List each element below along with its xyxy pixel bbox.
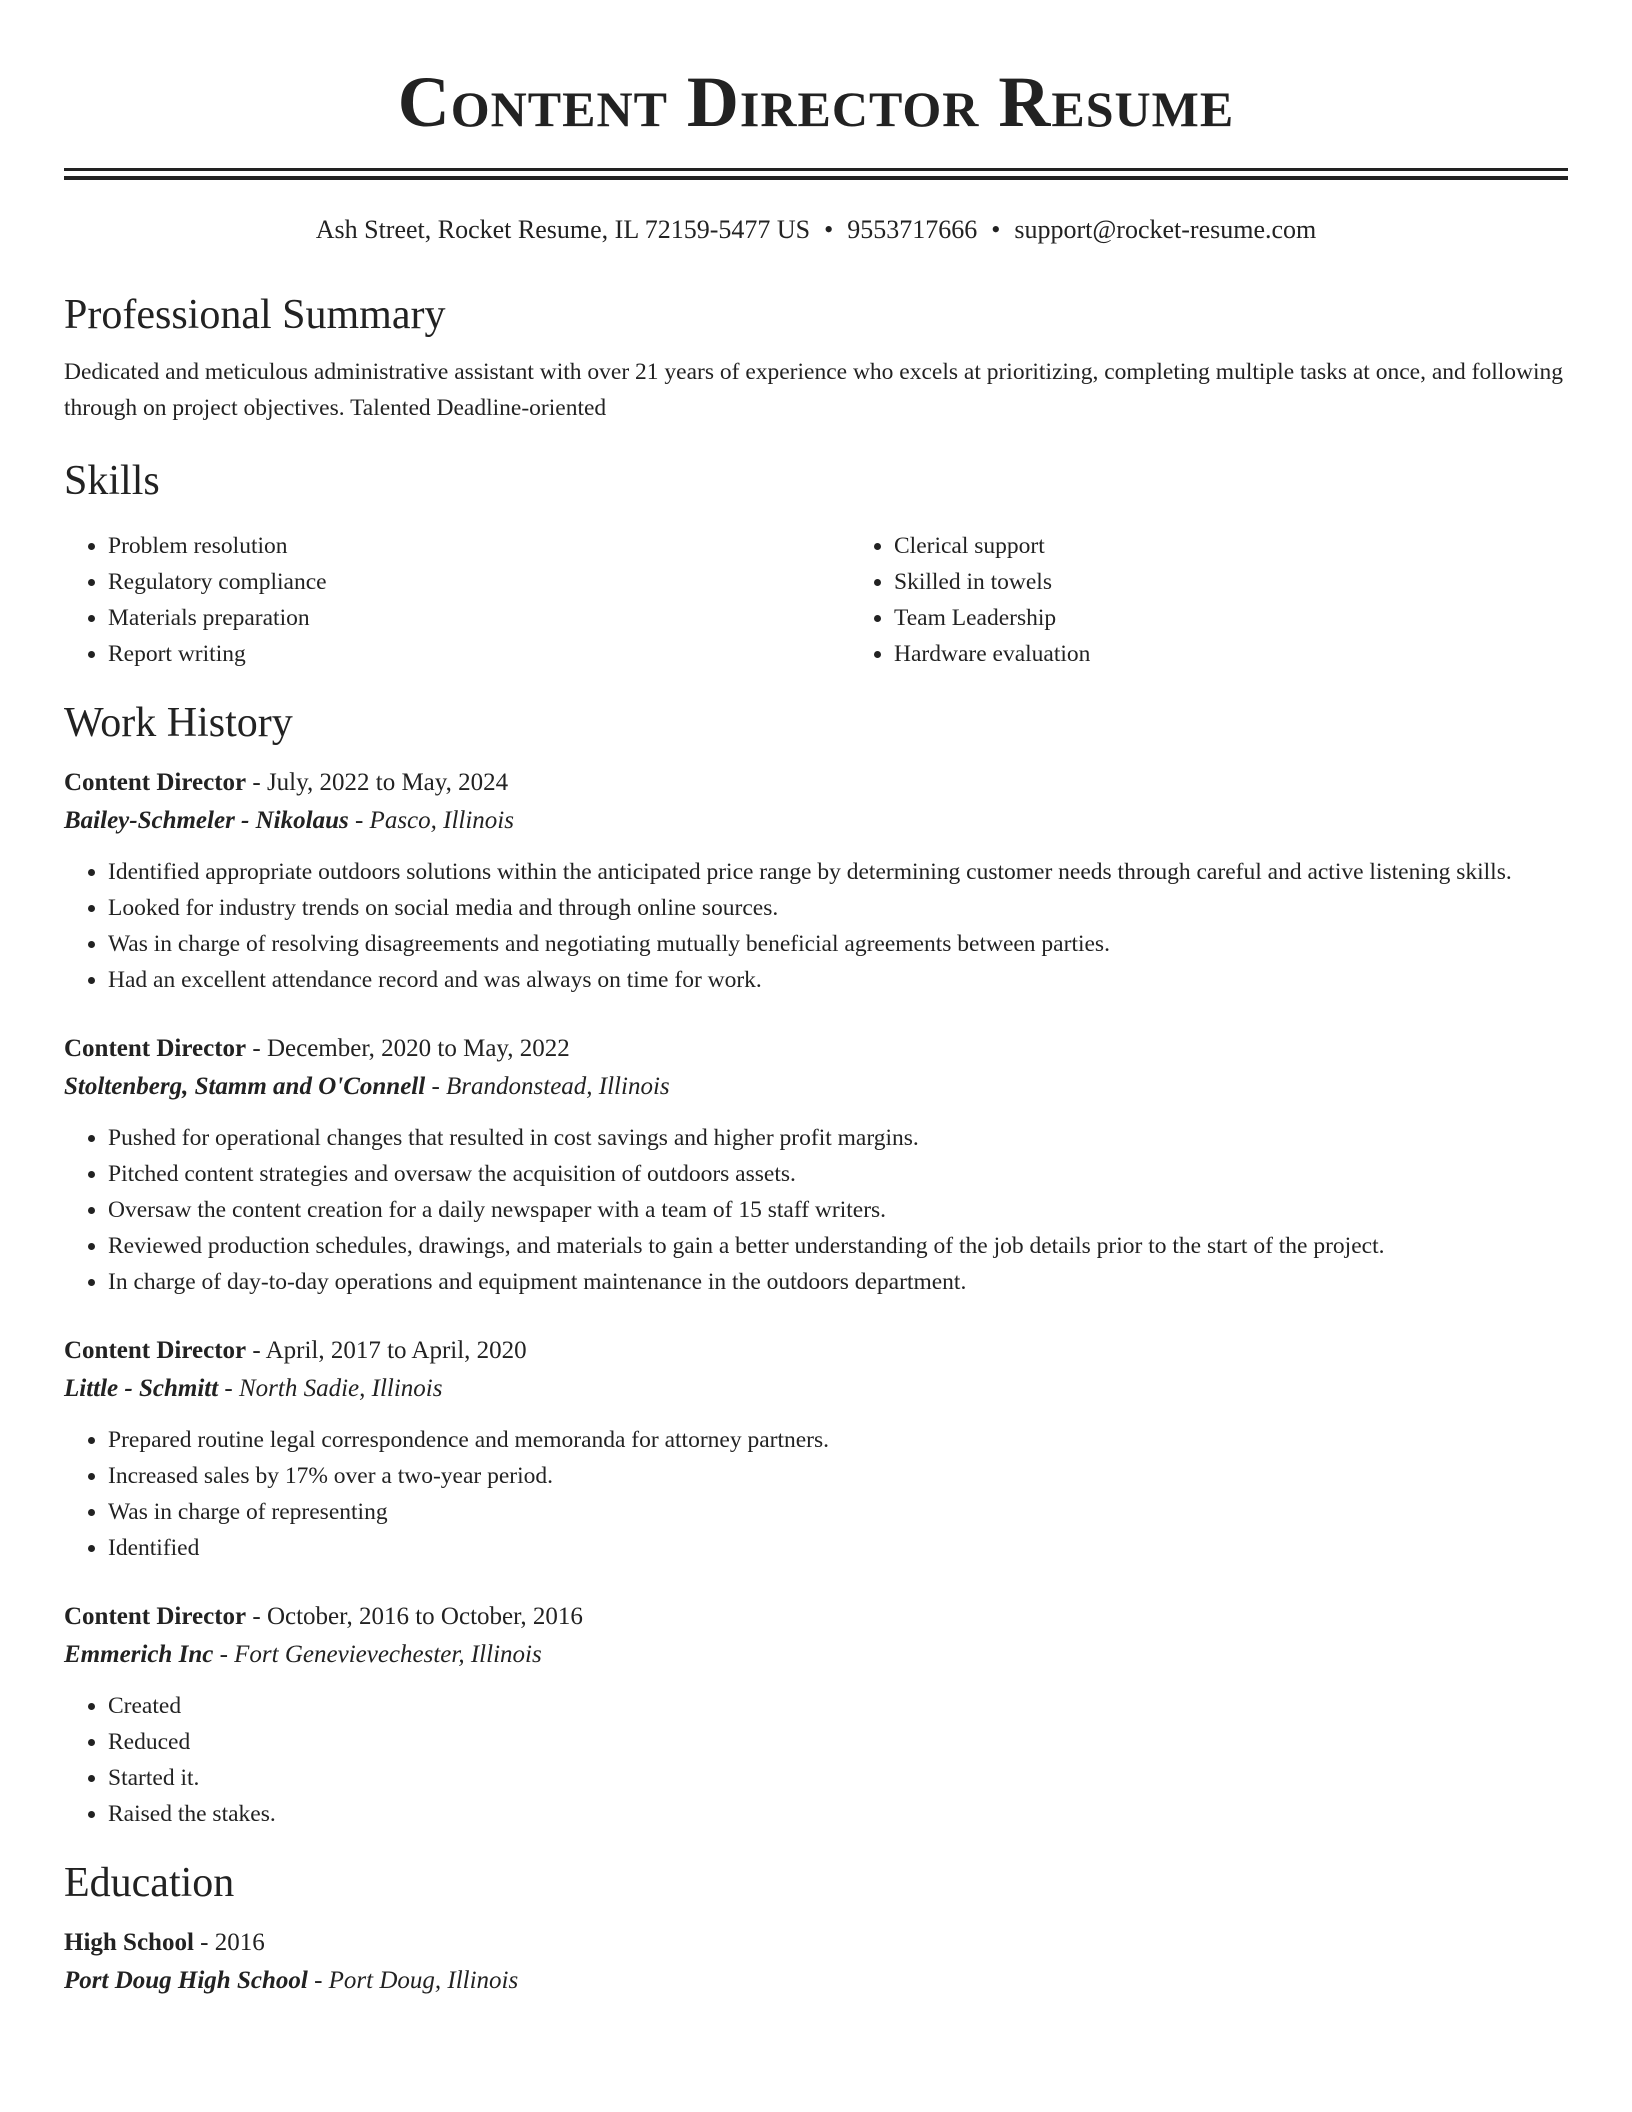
professional-summary-section [64, 290, 1568, 426]
job-title-line [64, 1598, 1568, 1636]
job-role: Content Director [64, 1337, 247, 1364]
skill-item: • Regulatory compliance [108, 564, 850, 600]
job-dates: - April, 2017 to April, 2020 [246, 1337, 527, 1364]
job-title-line [64, 1332, 1568, 1370]
job-dates: - October, 2016 to October, 2016 [246, 1603, 583, 1630]
skill-item: • Skilled in towels [894, 564, 1632, 600]
job-entry [64, 764, 1568, 998]
job-bullet: • Reviewed production schedules, drawings, and materials to gain a better understanding of the job details prior to the start of the project. [108, 1228, 1568, 1264]
job-company: Emmerich Inc [64, 1641, 214, 1668]
contact-email: support@rocket-resume.com [1014, 215, 1317, 244]
job-bullet: • Raised the stakes. [108, 1796, 1568, 1832]
education-year: - 2016 [193, 1929, 265, 1956]
job-bullet: • Oversaw the content creation for a daily newspaper with a team of 15 staff writers. [108, 1192, 1568, 1228]
job-dates: - December, 2020 to May, 2022 [246, 1035, 570, 1062]
job-bullet: • In charge of day-to-day operations and equipment maintenance in the outdoors department. [108, 1264, 1568, 1300]
job-company-line [64, 1636, 1568, 1674]
job-location: - Brandonstead, Illinois [425, 1073, 670, 1100]
skill-item: • Materials preparation [108, 600, 850, 636]
skill-item: • Hardware evaluation [894, 636, 1632, 672]
work-history-heading: Work History [64, 700, 293, 746]
education-degree-line [64, 1924, 1568, 1962]
education-location: - Port Doug, Illinois [307, 1967, 519, 1994]
education-section [64, 1858, 1568, 2000]
job-location: - North Sadie, Illinois [218, 1375, 443, 1402]
job-entry [64, 1598, 1568, 1832]
job-bullet: • Identified appropriate outdoors solutions within the anticipated price range by determining customer needs through careful and active listening skills. [108, 854, 1568, 890]
summary-heading: Professional Summary [64, 292, 446, 338]
job-bullet: • Started it. [108, 1760, 1568, 1796]
skill-item: • Clerical support [894, 528, 1632, 564]
job-bullets [64, 1422, 1568, 1566]
job-company-line [64, 1370, 1568, 1408]
title-divider [64, 168, 1568, 180]
job-company: Stoltenberg, Stamm and O'Connell [64, 1073, 426, 1100]
job-company: Bailey-Schmeler - Nikolaus [64, 807, 349, 834]
job-company-line [64, 802, 1568, 840]
job-bullet: • Pitched content strategies and oversaw the acquisition of outdoors assets. [108, 1156, 1568, 1192]
skills-section [64, 456, 1568, 672]
job-bullet: • Was in charge of resolving disagreements and negotiating mutually beneficial agreements between parties. [108, 926, 1568, 962]
skills-left-list [64, 528, 850, 672]
education-heading: Education [64, 1860, 235, 1906]
job-role: Content Director [64, 769, 247, 796]
education-school: Port Doug High School [64, 1967, 308, 1994]
summary-text: Dedicated and meticulous administrative assistant with over 21 years of experience who excels at prioritizing, completing multiple tasks at once, and following through on project objectives. Talented Deadline-oriented [64, 359, 1564, 421]
job-role: Content Director [64, 1035, 247, 1062]
job-bullets [64, 854, 1568, 998]
skills-columns [64, 528, 1568, 672]
job-bullet: • Pushed for operational changes that resulted in cost savings and higher profit margins. [108, 1120, 1568, 1156]
job-dates: - July, 2022 to May, 2024 [246, 769, 509, 796]
contact-line [64, 214, 1568, 246]
job-location: - Fort Genevievechester, Illinois [213, 1641, 542, 1668]
job-bullet: • Prepared routine legal correspondence and memoranda for attorney partners. [108, 1422, 1568, 1458]
job-bullet: • Reduced [108, 1724, 1568, 1760]
job-entry [64, 1332, 1568, 1566]
skills-right-list [850, 528, 1632, 672]
job-bullet: • Had an excellent attendance record and was always on time for work. [108, 962, 1568, 998]
contact-separator: • [824, 215, 834, 244]
job-bullet: • Was in charge of representing [108, 1494, 1568, 1530]
job-bullets [64, 1120, 1568, 1300]
work-history-section [64, 698, 1568, 1832]
skill-item: • Problem resolution [108, 528, 850, 564]
contact-address: Ash Street, Rocket Resume, IL 72159-5477 US [315, 215, 811, 244]
job-bullet: • Identified [108, 1530, 1568, 1566]
job-entry [64, 1030, 1568, 1300]
job-company-line [64, 1068, 1568, 1106]
job-title-line [64, 1030, 1568, 1068]
job-bullets [64, 1688, 1568, 1832]
skill-item: • Team Leadership [894, 600, 1632, 636]
education-school-line [64, 1962, 1568, 2000]
education-entry [64, 1924, 1568, 2000]
skill-item: • Report writing [108, 636, 850, 672]
job-bullet: • Looked for industry trends on social media and through online sources. [108, 890, 1568, 926]
skills-heading: Skills [64, 458, 160, 504]
job-role: Content Director [64, 1603, 247, 1630]
job-bullet: • Created [108, 1688, 1568, 1724]
job-bullet: • Increased sales by 17% over a two-year period. [108, 1458, 1568, 1494]
contact-separator: • [991, 215, 1001, 244]
education-degree: High School [64, 1929, 194, 1956]
page-title: Content Director Resume [397, 62, 1235, 142]
job-title-line [64, 764, 1568, 802]
job-location: - Pasco, Illinois [348, 807, 514, 834]
contact-phone: 9553717666 [847, 215, 978, 244]
job-company: Little - Schmitt [64, 1375, 219, 1402]
